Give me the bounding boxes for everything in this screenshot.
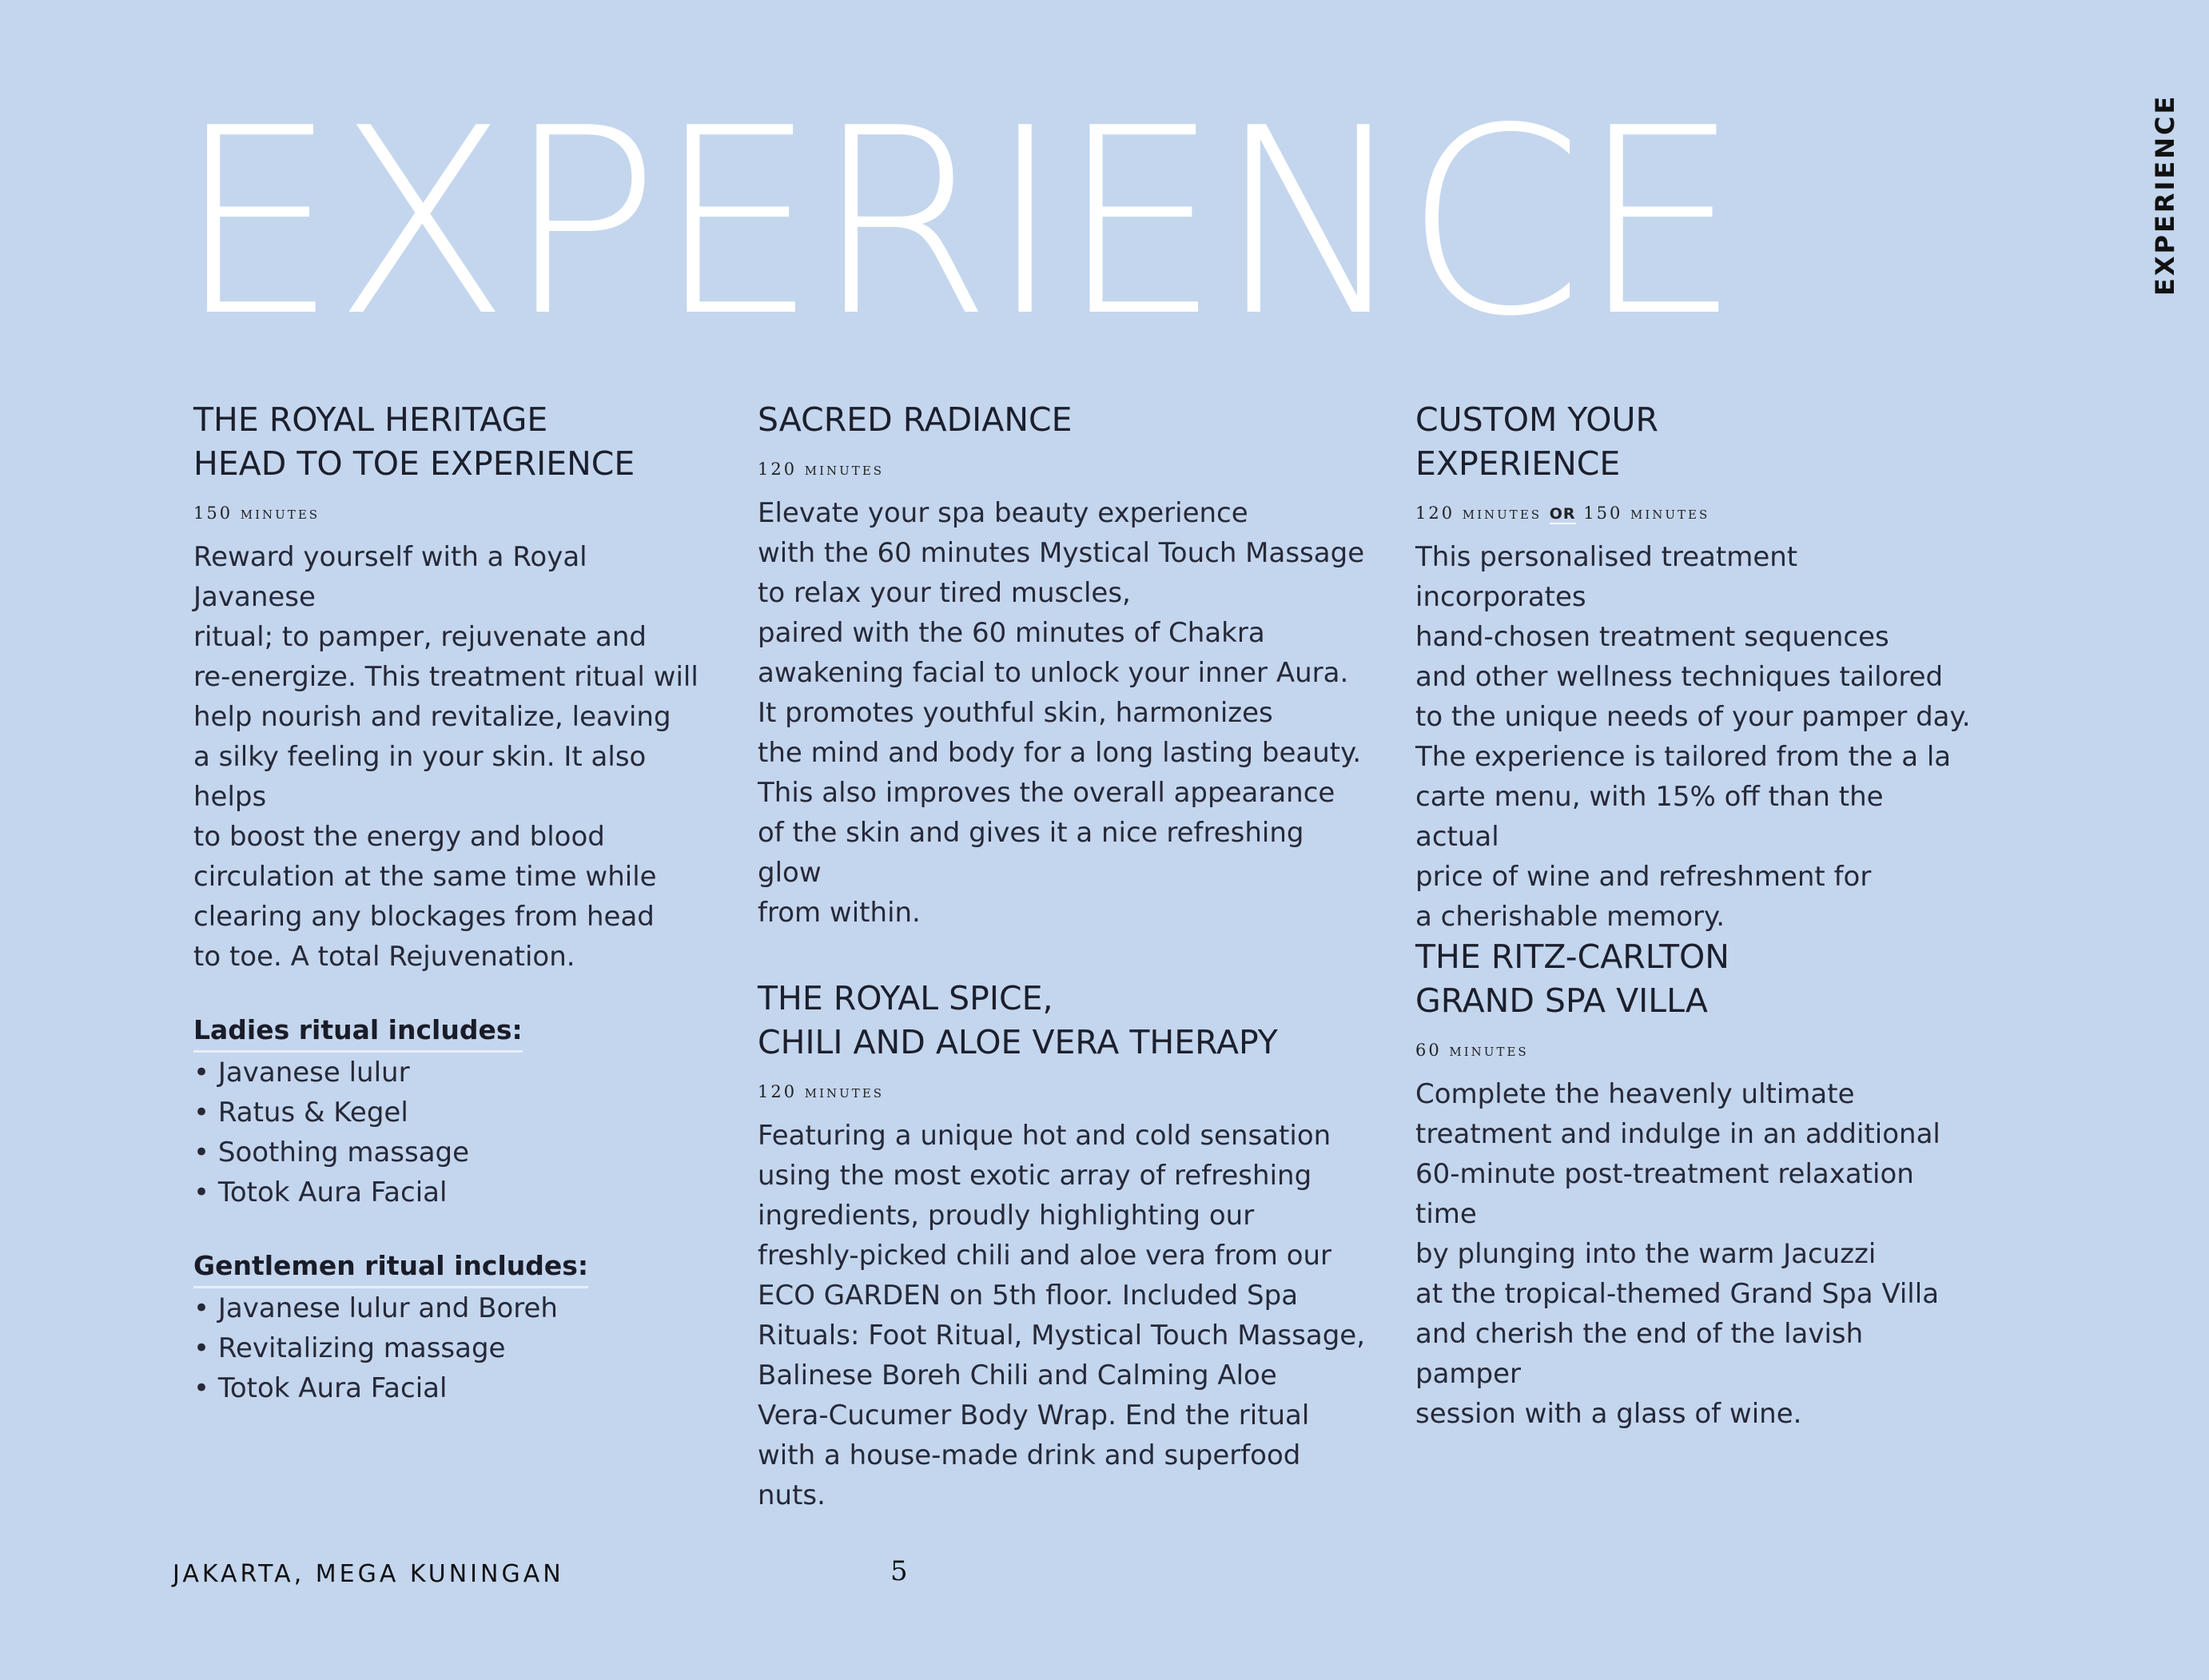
treatment-duration: [1415, 504, 1975, 523]
list-item: • Totok Aura Facial: [193, 1172, 705, 1212]
treatment-sacred-radiance: [758, 398, 1365, 933]
list-item: • Totok Aura Facial: [193, 1368, 705, 1408]
treatment-description: Elevate your spa beauty experience with the 60 minutes Mystical Touch Massage to relax your tired muscles, paired with the 60 minutes of Chakra awakening facial to unlock your inner Aura. It promotes youthful skin, harmonizes the mind and body for a long lasting beauty. This also improves the overall appearance of the skin and gives it a nice refreshing glow from within.: [758, 497, 1365, 929]
treatment-duration: 150 minutes: [193, 504, 320, 523]
list-item: • Ratus & Kegel: [193, 1093, 705, 1133]
duration-option-b: 150 minutes: [1583, 504, 1710, 523]
list-item: • Soothing massage: [193, 1133, 705, 1172]
treatment-description: Featuring a unique hot and cold sensation using the most exotic array of refreshing ingredients, proudly highlighting our freshly-picked chili and aloe vera from our ECO GARDEN on 5th floor. Included Spa Rituals: Foot Ritual, Mystical Touch Massage, Balinese Boreh Chili and Calming Aloe Vera-Cucumer Body Wrap. End the ritual with a house-made drink and superfood nuts.: [758, 1120, 1366, 1511]
treatment-heading: SACRED RADIANCE: [758, 400, 1073, 439]
ladies-ritual-title: Ladies ritual includes:: [193, 1010, 523, 1053]
list-item: • Javanese lulur and Boreh: [193, 1288, 705, 1328]
duration-or: OR: [1549, 505, 1576, 523]
page-title: EXPERIENCE: [176, 73, 1737, 372]
treatment-custom-experience: [1415, 398, 1975, 937]
side-section-label: EXPERIENCE: [2150, 94, 2180, 296]
gentlemen-ritual-title: Gentlemen ritual includes:: [193, 1246, 588, 1288]
treatment-heading: THE RITZ-CARLTON GRAND SPA VILLA: [1415, 938, 1729, 1020]
treatment-description: This personalised treatment incorporates hand-chosen treatment sequences and other wellness techniques tailored to the unique needs of your pamper day. The experience is tailored from the a la carte menu, with 15% off than the actual price of wine and refreshment for a cherishable memory.: [1415, 541, 1971, 933]
treatment-description: Complete the heavenly ultimate treatment and indulge in an additional 60-minute post-treatment relaxation time by plunging into the warm Jacuzzi at the tropical-themed Grand Spa Villa and cherish the end of the lavish pamper session with a glass of wine.: [1415, 1078, 1940, 1430]
list-item: • Javanese lulur: [193, 1053, 705, 1093]
list-item: • Revitalizing massage: [193, 1328, 705, 1368]
duration-option-a: 120 minutes: [1415, 504, 1542, 523]
treatment-heading: THE ROYAL SPICE, CHILI AND ALOE VERA THERAPY: [758, 979, 1278, 1061]
treatment-royal-heritage: [193, 398, 705, 1408]
ladies-ritual-list: [193, 1053, 705, 1212]
page-number: 5: [890, 1555, 908, 1587]
treatment-duration: 60 minutes: [1415, 1041, 1529, 1060]
treatment-grand-spa-villa: [1415, 935, 1975, 1434]
treatment-description: Reward yourself with a Royal Javanese ritual; to pamper, rejuvenate and re-energize. This treatment ritual will help nourish and revitalize, leaving a silky feeling in your skin. It also helps to boost the energy and blood circulation at the same time while clearing any blockages from head to toe. A total Rejuvenation.: [193, 541, 699, 973]
footer-location: JAKARTA, MEGA KUNINGAN: [173, 1560, 564, 1588]
treatment-heading: THE ROYAL HERITAGE HEAD TO TOE EXPERIENCE: [193, 400, 635, 483]
treatment-royal-spice: [758, 977, 1365, 1515]
treatment-duration: 120 minutes: [758, 460, 885, 479]
gentlemen-ritual-list: [193, 1288, 705, 1408]
treatment-heading: CUSTOM YOUR EXPERIENCE: [1415, 400, 1658, 483]
treatment-duration: 120 minutes: [758, 1082, 885, 1101]
